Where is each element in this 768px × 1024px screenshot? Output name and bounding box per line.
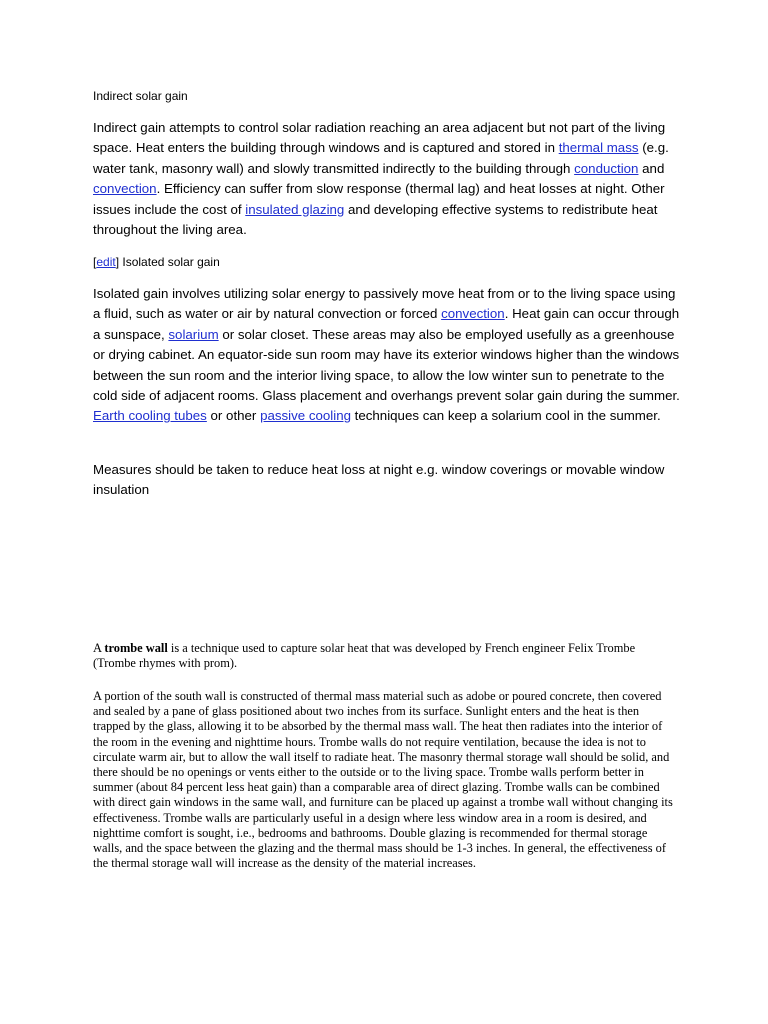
text-run: and developing effective systems to redistribute heat throughout the living area. [93,201,658,238]
link-solarium[interactable]: solarium [168,326,219,342]
text-run: or solar closet. These areas may also be employed usefully as a greenhouse or drying cabinet. An equator-side sun room may have its exterior windows higher than the windows between the sun room and the interior living space, to allow the low winter sun to penetrate to the cold side of adjacent rooms. Glass placement and overhangs prevent solar gain during the summer. [93,326,680,404]
text-run: . Efficiency can suffer from slow response (thermal lag) and heat losses at night. Other issues include the cost of [93,181,665,217]
heading-text: Indirect solar gain [93,89,188,103]
text-run: Isolated gain involves utilizing solar energy to passively move heat from or to the living space using a fluid, such as water or air by natural convection or forced [93,286,676,322]
link-conduction[interactable]: conduction [574,160,639,176]
paragraph-isolated-gain [93,284,681,427]
text-run: or other [206,408,261,424]
edit-link[interactable]: edit [96,255,116,269]
paragraph-heat-loss-measures [93,460,681,501]
bracket-open: [ [93,255,97,269]
text-run: . Heat gain can occur through a sunspace, [93,306,680,342]
link-insulated-glazing[interactable]: insulated glazing [245,201,345,217]
text-run: A [93,641,105,655]
text-run: techniques can keep a solarium cool in the summer. [350,408,661,424]
link-convection[interactable]: convection [93,181,157,197]
paragraph-indirect-gain [93,118,681,240]
heading-text: Isolated solar gain [119,255,220,269]
text-run: A portion of the south wall is constructed of thermal mass material such as adobe or poured concrete, then covered and sealed by a pane of glass positioned about two inches from its surface. Sunlight enters and the heat is then trapped by the glass, allowing it to be absorbed by the thermal mass wall. The heat then radiates into the interior of the room in the evening and nighttime hours. Trombe walls do not require ventilation, because the idea is not to circulate warm air, but to allow the wall itself to radiate heat. The masonry thermal storage wall should be solid, and there should be no openings or vents either to the outside or to the living space. Trombe walls perform better in summer (about 84 percent less heat gain) than a comparable area of direct glazing. Trombe walls can be combined with direct gain windows in the same wall, and furniture can be placed up against a trombe wall without changing its effectiveness. Trombe walls are particularly useful in a design where less window area in a room is desired, and nighttime comfort is sought, i.e., bedrooms and bathrooms. Double glazing is recommended for thermal storage walls, and the space between the glazing and the thermal mass should be 1-3 inches. In general, the effectiveness of the thermal storage wall will increase as the density of the material increases. [93,689,673,871]
text-run: (e.g. water tank, masonry wall) and slowly transmitted indirectly to the building through [93,140,669,176]
text-run: and [638,160,665,176]
heading-indirect-solar-gain [93,88,188,104]
link-convection-2[interactable]: convection [441,306,505,322]
link-passive-cooling[interactable]: passive cooling [260,408,351,424]
text-run: Indirect gain attempts to control solar radiation reaching an area adjacent but not part of the living space. Heat enters the building through windows and is captured and stored in [93,120,666,156]
paragraph-trombe-wall-detail [93,689,678,871]
link-earth-cooling-tubes[interactable]: Earth cooling tubes [93,408,207,424]
heading-isolated-solar-gain [93,254,220,270]
link-thermal-mass[interactable]: thermal mass [558,140,639,156]
bold-term-trombe-wall: trombe wall [104,641,168,655]
bracket-close: ] [115,255,120,269]
paragraph-trombe-wall-intro [93,641,678,671]
text-run: Measures should be taken to reduce heat loss at night e.g. window coverings or movable window insulation [93,462,665,498]
text-run: is a technique used to capture solar heat that was developed by French engineer Felix Trombe (Trombe rhymes with prom). [93,641,636,671]
